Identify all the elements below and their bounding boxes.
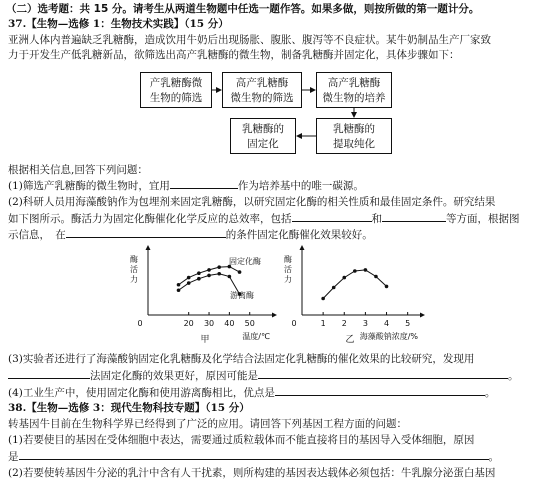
x-tick-label: 40 xyxy=(224,319,235,328)
data-point xyxy=(207,268,211,272)
chart-temperature xyxy=(130,245,277,345)
flow-box-text: 乳糖酶的 xyxy=(242,123,284,135)
answer-blank-3a[interactable] xyxy=(8,368,90,379)
y-axis-label-char: 活 xyxy=(130,265,138,274)
flow-box-text: 生物的筛选 xyxy=(149,92,203,104)
data-point xyxy=(197,271,201,275)
origin-label: 0 xyxy=(137,319,143,328)
y-axis-label-char: 力 xyxy=(130,275,138,284)
data-point xyxy=(177,288,181,292)
origin-label: 0 xyxy=(291,319,297,328)
q38-part-1-line-2 xyxy=(8,449,499,464)
q38-part-1-text-a: 是 xyxy=(8,451,19,463)
q37-part-4-text-b: 。 xyxy=(484,387,496,399)
chart-alginate-concentration xyxy=(284,245,425,345)
flow-box-text: 提取纯化 xyxy=(333,138,375,150)
flow-box-text: 产乳糖酶微 xyxy=(149,77,203,89)
y-axis-label-char: 酶 xyxy=(130,255,138,264)
answer-blank-2a[interactable] xyxy=(292,211,372,222)
data-point xyxy=(374,275,378,279)
q37-part-3-text-c: 。 xyxy=(508,370,519,382)
data-point xyxy=(217,265,221,269)
q37-part-1 xyxy=(8,178,364,193)
x-axis-arrow xyxy=(420,313,425,318)
flow-box-text: 高产乳糖酶 xyxy=(327,77,381,89)
q37-part-1-text-a: (1)筛选产乳糖酶的微生物时，宜用 xyxy=(8,180,170,192)
q38-part-1-line-1: (1)若要使目的基因在受体细胞中表达，需要通过质粒载体而不能直接将目的基因导入受体细胞，原因 xyxy=(8,434,475,446)
q37-part-2-line-1: (2)科研人员用海藻酸钠作为包埋剂来固定乳糖酶，以研究固定化酶的相关性质和最佳固定条件。研究结果 xyxy=(8,196,496,208)
q37-title: 37.【生物—选修 1：生物技术实践】（15 分） xyxy=(8,18,229,30)
flow-box-text: 乳糖酶的 xyxy=(333,123,375,135)
flow-box-text: 高产乳糖酶 xyxy=(235,77,289,89)
q37-prompt: 根据相关信息,回答下列问题： xyxy=(8,164,148,176)
y-axis-label-char: 活 xyxy=(284,265,292,274)
answer-blank-2b[interactable] xyxy=(382,211,446,222)
series-line xyxy=(323,270,386,299)
q37-part-2-text-f: 的条件固定化酶催化效果较好。 xyxy=(225,229,373,241)
q38-title: 38.【生物—选修 3：现代生物科技专题】（15 分） xyxy=(8,402,250,414)
answer-blank-4[interactable] xyxy=(275,385,485,396)
series-label: 固定化酶 xyxy=(229,257,261,266)
x-tick-label: 3 xyxy=(362,319,368,328)
x-tick-label: 4 xyxy=(383,319,390,328)
data-point xyxy=(321,297,325,301)
y-axis-label-char: 力 xyxy=(284,275,292,284)
data-point xyxy=(187,281,191,285)
data-point xyxy=(197,277,201,281)
q37-intro-line-1: 亚洲人体内普遍缺乏乳糖酶，造成饮用牛奶后出现肠胀、腹胀、腹泻等不良症状。某牛奶制品生产厂家致 xyxy=(8,34,491,46)
q37-part-2-text-c: 和 xyxy=(371,213,382,225)
series-label: 游离酶 xyxy=(230,291,254,300)
x-axis-label: 温度/℃ xyxy=(242,332,270,341)
x-axis-label: 海藻酸钠浓度/% xyxy=(359,332,418,341)
data-point xyxy=(228,275,232,279)
data-point xyxy=(187,276,191,280)
answer-blank-2c[interactable] xyxy=(66,227,226,238)
answer-blank-1[interactable] xyxy=(170,178,238,189)
data-point xyxy=(332,286,336,290)
data-point xyxy=(217,272,221,276)
q37-part-2-text-e: 示信息， 在 xyxy=(8,229,66,241)
q37-part-3-line-1: (3)实验者还进行了海藻酸钠固定化乳糖酶及化学结合法固定化乳糖酶的催化效果的比较研究，发现用 xyxy=(8,353,475,365)
q37-part-4-text-a: (4)工业生产中，使用固定化酶和使用游离酶相比，优点是 xyxy=(8,387,275,399)
y-axis-label-char: 酶 xyxy=(284,255,292,264)
q37-intro-line-2: 力于开发生产低乳糖新品，欲筛选出高产乳糖酶的微生物，制备乳糖酶并固定化，具体步骤如下： xyxy=(8,49,460,61)
x-tick-label: 30 xyxy=(203,319,215,328)
x-tick-label: 20 xyxy=(183,319,194,328)
y-axis-arrow xyxy=(146,245,151,250)
data-point xyxy=(238,270,242,274)
flow-arrows xyxy=(0,0,554,170)
q38-part-2: (2)若要使转基因牛分泌的乳汁中含有人干扰素，则所构建的基因表达载体必须包括：牛乳腺分泌蛋白基因 xyxy=(8,467,496,479)
flow-box-text: 微生物的筛选 xyxy=(230,92,294,104)
section-header: （二）选考题：共 15 分。请考生从两道生物题中任选一题作答。如果多做，则按所做的第一题计分。 xyxy=(6,3,480,15)
data-point xyxy=(364,268,368,272)
x-tick-label: 5 xyxy=(405,319,411,328)
data-point xyxy=(353,269,357,273)
chart-caption: 乙 xyxy=(345,335,355,345)
data-point xyxy=(207,274,211,278)
q37-part-2-text-d: 等方面，根据图 xyxy=(446,213,520,225)
q37-part-1-text-b: 作为培养基中的唯一碳源。 xyxy=(237,180,364,192)
y-axis-arrow xyxy=(300,245,305,250)
answer-blank-3b[interactable] xyxy=(258,368,508,379)
chart-caption: 甲 xyxy=(200,335,210,345)
flow-box-text: 微生物的培养 xyxy=(322,92,386,104)
flow-box-text: 固定化 xyxy=(247,138,279,150)
data-point xyxy=(385,285,389,289)
x-axis-arrow xyxy=(272,313,277,318)
x-tick-label: 50 xyxy=(244,319,255,328)
q38-intro: 转基因牛目前在生物科学界已经得到了广泛的应用。请回答下列基因工程方面的问题： xyxy=(8,418,407,430)
data-point xyxy=(177,283,181,287)
answer-blank-38-1[interactable] xyxy=(19,449,489,460)
q38-part-1-text-b: 。 xyxy=(488,451,499,463)
q37-part-2-line-2 xyxy=(8,211,520,226)
data-point xyxy=(342,276,346,280)
q37-part-3-text-b: 法固定化酶的效果更好，原因可能是 xyxy=(90,370,258,382)
charts xyxy=(0,240,554,350)
x-tick-label: 1 xyxy=(320,319,326,328)
x-tick-label: 2 xyxy=(341,319,347,328)
q37-part-3-line-2 xyxy=(8,368,519,383)
q37-part-2-text-b: 如下图所示。酶活力为固定化酶催化化学反应的总效率，包括 xyxy=(8,213,292,225)
q37-part-4 xyxy=(8,385,495,400)
